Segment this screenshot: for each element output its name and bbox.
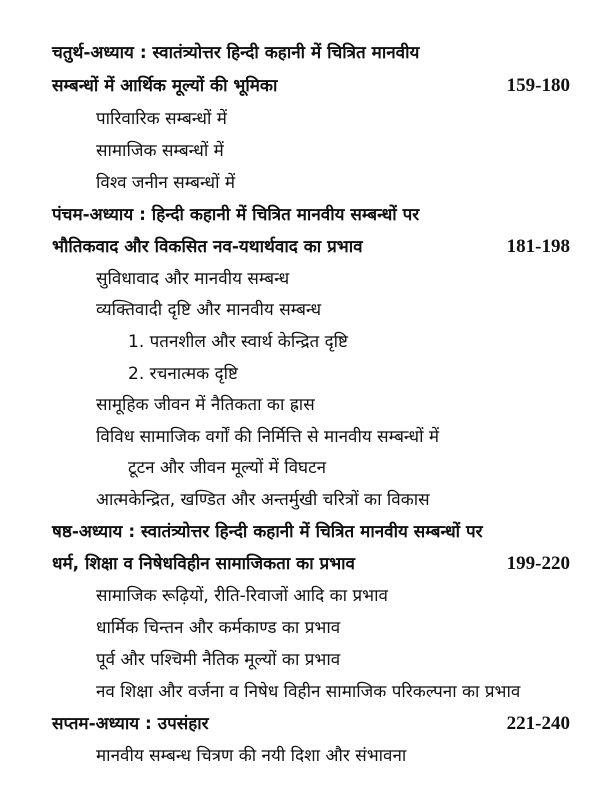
- chapter-title-line: भौतिकवाद और विकसित नव-यथार्थवाद का प्रभाव: [52, 237, 363, 257]
- chapter-title-line: सप्तम-अध्याय : उपसंहार: [52, 714, 209, 734]
- section-entry: सामूहिक जीवन में नैतिकता का ह्रास: [96, 395, 315, 415]
- section-entry: आत्मकेन्द्रित, खण्डित और अन्तर्मुखी चरित्रों का विकास: [96, 490, 430, 510]
- page-range: 221-240: [506, 713, 570, 734]
- section-entry: सामाजिक रूढ़ियों, रीति-रिवाजों आदि का प्रभाव: [96, 586, 388, 606]
- section-entry: सामाजिक सम्बन्धों में: [96, 141, 224, 161]
- section-entry: धार्मिक चिन्तन और कर्मकाण्ड का प्रभाव: [96, 618, 341, 638]
- section-entry: पारिवारिक सम्बन्धों में: [96, 109, 227, 129]
- page-range: 199-220: [506, 553, 570, 574]
- section-entry: सुविधावाद और मानवीय सम्बन्ध: [96, 269, 290, 289]
- section-entry: विश्व जनीन सम्बन्धों में: [96, 173, 236, 193]
- chapter-title-line: पंचम-अध्याय : हिन्दी कहानी में चित्रित मानवीय सम्बन्धों पर: [52, 205, 420, 225]
- section-entry: पूर्व और पश्चिमी नैतिक मूल्यों का प्रभाव: [96, 650, 341, 670]
- section-entry: नव शिक्षा और वर्जना व निषेध विहीन सामाजिक परिकल्पना का प्रभाव: [96, 682, 521, 702]
- section-entry: विविध सामाजिक वर्गों की निर्मित्ति से मानवीय सम्बन्धों में: [96, 427, 440, 447]
- section-entry: 1. पतनशील और स्वार्थ केन्द्रित दृष्टि: [128, 332, 348, 352]
- chapter-title-line: षष्ठ-अध्याय : स्वातंत्र्योत्तर हिन्दी कहानी में चित्रित मानवीय सम्बन्धों पर: [52, 522, 483, 542]
- page-range: 159-180: [506, 75, 570, 96]
- section-entry: टूटन और जीवन मूल्यों में विघटन: [128, 458, 327, 478]
- section-entry: 2. रचनात्मक दृष्टि: [128, 364, 238, 384]
- chapter-title-line: धर्म, शिक्षा व निषेधविहीन सामाजिकता का प्रभाव: [52, 554, 356, 574]
- chapter-title-line: सम्बन्धों में आर्थिक मूल्यों की भूमिका: [52, 76, 278, 96]
- section-entry: व्यक्तिवादी दृष्टि और मानवीय सम्बन्ध: [96, 300, 322, 320]
- chapter-title-line: चतुर्थ-अध्याय : स्वातंत्र्योत्तर हिन्दी कहानी में चित्रित मानवीय: [52, 43, 420, 63]
- page-range: 181-198: [506, 236, 570, 257]
- section-entry: मानवीय सम्बन्ध चित्रण की नयी दिशा और संभावना: [96, 746, 407, 766]
